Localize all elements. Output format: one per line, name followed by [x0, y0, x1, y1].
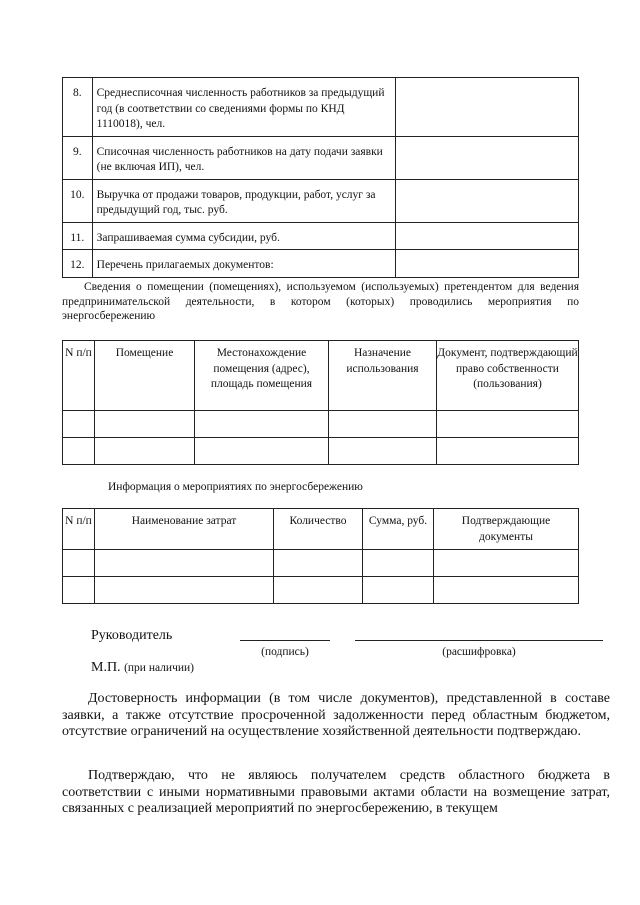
table-cell[interactable] — [329, 438, 437, 465]
measures-table — [62, 508, 579, 604]
signature-caption: (подпись) — [261, 646, 309, 658]
row-number: 11. — [63, 222, 93, 250]
row-label: Среднесписочная численность работников за предыдущий год (в соответствии со сведениями формы по КНД 1110018), чел. — [92, 78, 396, 137]
table-cell[interactable] — [434, 577, 579, 604]
row-value-cell[interactable] — [396, 250, 579, 278]
seal-label — [91, 660, 194, 676]
header-cell-quantity: Количество — [274, 509, 363, 550]
table-row — [63, 78, 579, 137]
table-row — [63, 411, 579, 438]
decode-caption: (расшифровка) — [442, 646, 516, 658]
row-value-cell[interactable] — [396, 222, 579, 250]
table-row — [63, 250, 579, 278]
seal-mark: М.П. — [91, 660, 121, 675]
table-cell[interactable] — [63, 411, 95, 438]
declaration-paragraph: Подтверждаю, что не являюсь получателем средств областного бюджета в соответствии с иными нормативными правовыми актами области на возмещение затрат, связанных с реализацией мероприятий по энергосбережению, в текущем — [62, 768, 610, 816]
table-cell[interactable] — [95, 550, 274, 577]
header-cell-documents: Подтверждающие документы — [434, 509, 579, 550]
header-cell-expense-name: Наименование затрат — [95, 509, 274, 550]
seal-note: (при наличии) — [124, 662, 195, 674]
header-cell-document: Документ, подтверждающий право собственности (пользования) — [437, 341, 579, 411]
row-label: Запрашиваемая сумма субсидии, руб. — [92, 222, 396, 250]
table-cell[interactable] — [437, 438, 579, 465]
premises-intro: Сведения о помещении (помещениях), используемом (используемых) претендентом для ведения предпринимательской деятельности, в котором (которых) проводились мероприятия по энергосбережению — [62, 281, 579, 322]
table-cell[interactable] — [363, 577, 434, 604]
row-value-cell[interactable] — [396, 179, 579, 222]
table-header-row — [63, 341, 579, 411]
table-cell[interactable] — [195, 438, 329, 465]
table-cell[interactable] — [63, 438, 95, 465]
applicant-info-table — [62, 77, 579, 278]
table-cell[interactable] — [363, 550, 434, 577]
row-label: Перечень прилагаемых документов: — [92, 250, 396, 278]
table-cell[interactable] — [437, 411, 579, 438]
header-cell-sum: Сумма, руб. — [363, 509, 434, 550]
signatory-title: Руководитель — [91, 628, 173, 643]
row-number: 8. — [63, 78, 93, 137]
table-cell[interactable] — [95, 411, 195, 438]
row-label: Списочная численность работников на дату подачи заявки (не включая ИП), чел. — [92, 136, 396, 179]
table-row — [63, 179, 579, 222]
row-number: 9. — [63, 136, 93, 179]
premises-table — [62, 340, 579, 465]
header-cell-location: Местонахождение помещения (адрес), площадь помещения — [195, 341, 329, 411]
table-cell[interactable] — [95, 438, 195, 465]
confirmation-paragraph: Достоверность информации (в том числе документов), представленной в составе заявки, а также отсутствие просроченной задолженности перед областным бюджетом, отсутствие ограничений на осуществление хозяйственной деятельности подтверждаю. — [62, 691, 610, 739]
name-decode-line[interactable] — [355, 640, 603, 641]
row-value-cell[interactable] — [396, 78, 579, 137]
table-cell[interactable] — [434, 550, 579, 577]
measures-title: Информация о мероприятиях по энергосбережению — [108, 481, 363, 493]
row-number: 10. — [63, 179, 93, 222]
table-row — [63, 577, 579, 604]
table-cell[interactable] — [329, 411, 437, 438]
table-header-row — [63, 509, 579, 550]
header-cell-purpose: Назначение использования — [329, 341, 437, 411]
table-row — [63, 550, 579, 577]
row-number: 12. — [63, 250, 93, 278]
header-cell-number: N п/п — [63, 509, 95, 550]
signature-line[interactable] — [240, 640, 330, 641]
table-cell[interactable] — [63, 550, 95, 577]
table-cell[interactable] — [95, 577, 274, 604]
table-cell[interactable] — [63, 577, 95, 604]
row-label: Выручка от продажи товаров, продукции, работ, услуг за предыдущий год, тыс. руб. — [92, 179, 396, 222]
table-row — [63, 136, 579, 179]
row-value-cell[interactable] — [396, 136, 579, 179]
table-cell[interactable] — [274, 550, 363, 577]
table-cell[interactable] — [274, 577, 363, 604]
table-row — [63, 438, 579, 465]
header-cell-premises: Помещение — [95, 341, 195, 411]
table-row — [63, 222, 579, 250]
header-cell-number: N п/п — [63, 341, 95, 411]
table-cell[interactable] — [195, 411, 329, 438]
